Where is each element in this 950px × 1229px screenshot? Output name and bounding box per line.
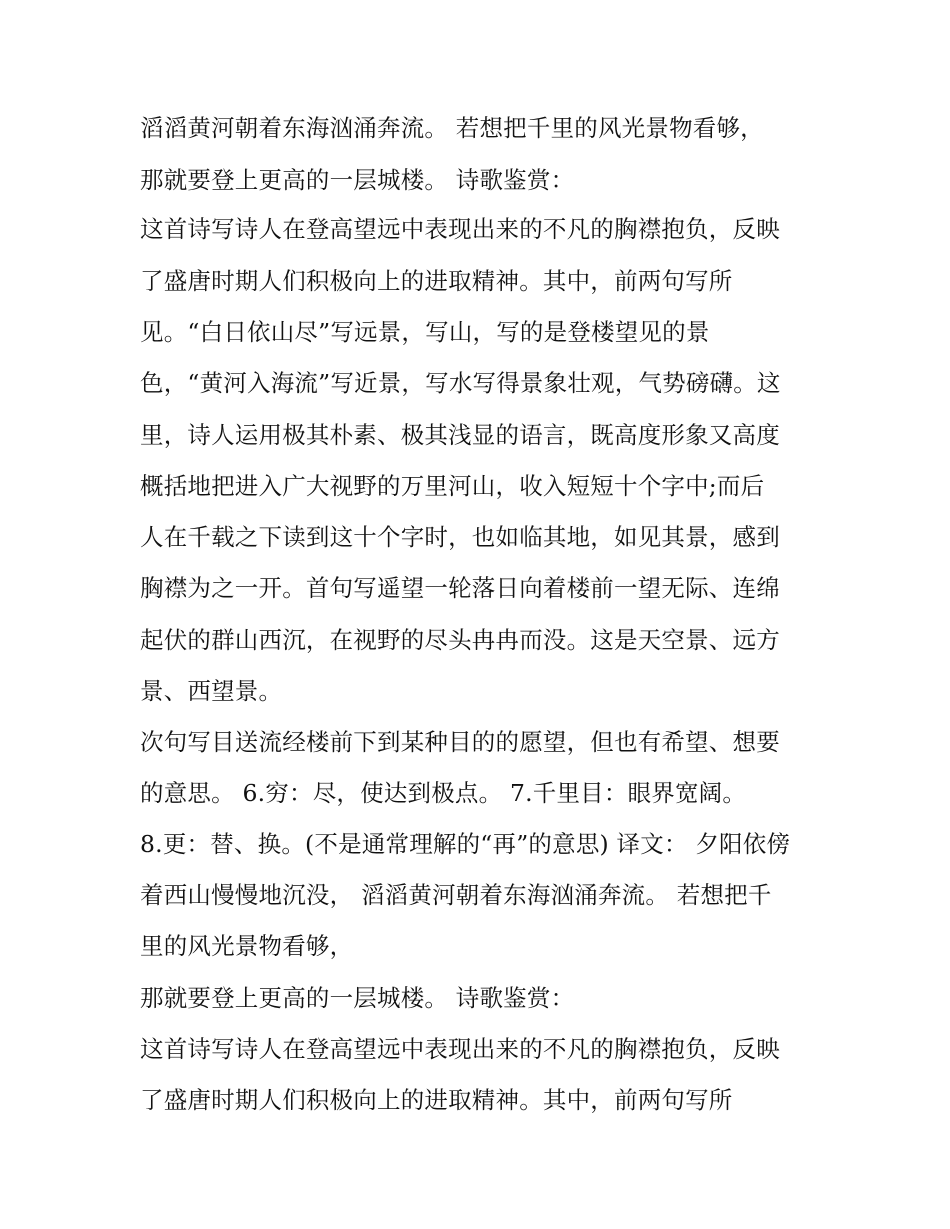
text-line: 了盛唐时期人们积极向上的进取精神。其中，前两句写所 [140,267,733,295]
text-line: 起伏的群山西沉，在视野的尽头冉冉而没。这是天空景、远方 [140,626,780,654]
text-line: 胸襟为之一开。首句写遥望一轮落日向着楼前一望无际、连绵 [140,574,780,602]
text-line: 滔滔黄河朝着东海汹涌奔流。 若想把千里的风光景物看够， [140,114,764,142]
text-line: 的意思。 6.穷：尽，使达到极点。 7.千里目：眼界宽阔。 [140,779,747,807]
text-line: 那就要登上更高的一层城楼。 诗歌鉴赏： [140,166,575,194]
text-line: 8.更：替、换。(不是通常理解的“再”的意思) 译文： 夕阳依傍 [140,830,791,858]
text-line: 那就要登上更高的一层城楼。 诗歌鉴赏： [140,984,575,1012]
text-line: 次句写目送流经楼前下到某种目的的愿望，但也有希望、想要 [140,728,780,756]
text-line: 这首诗写诗人在登高望远中表现出来的不凡的胸襟抱负，反映 [140,1035,780,1063]
text-line: 概括地把进入广大视野的万里河山，收入短短十个字中;而后 [140,472,765,500]
text-line: 见。“白日依山尽”写远景，写山，写的是登楼望见的景 [140,318,710,346]
text-line: 人在千载之下读到这十个字时，也如临其地，如见其景，感到 [140,523,780,551]
text-line: 着西山慢慢地沉没， 滔滔黄河朝着东海汹涌奔流。 若想把千 [140,881,772,909]
text-line: 里的风光景物看够， [140,932,354,960]
text-line: 里，诗人运用极其朴素、极其浅显的语言，既高度形象又高度 [140,421,780,449]
text-line: 这首诗写诗人在登高望远中表现出来的不凡的胸襟抱负，反映 [140,215,780,243]
text-line: 色，“黄河入海流”写近景，写水写得景象壮观，气势磅礴。这 [140,369,781,397]
text-line: 景、西望景。 [140,677,283,705]
text-line: 了盛唐时期人们积极向上的进取精神。其中，前两句写所 [140,1086,733,1114]
